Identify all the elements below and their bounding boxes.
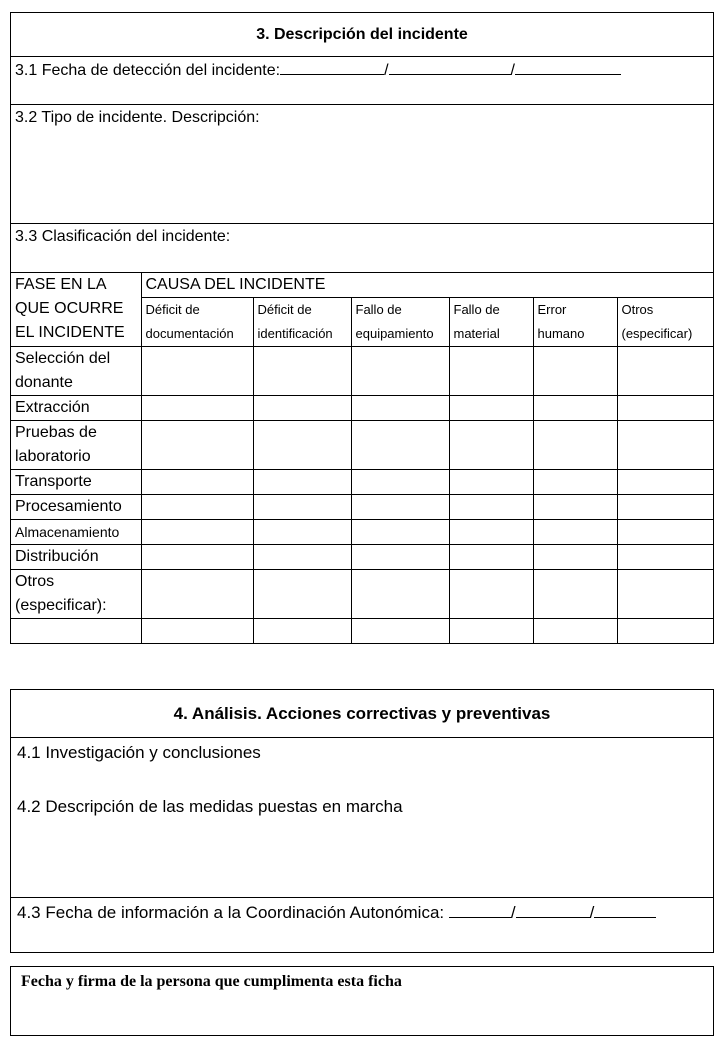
cause-column-header: CAUSA DEL INCIDENTE [141, 273, 713, 298]
phase-label [11, 347, 141, 396]
phase-label-line: Pruebas de [15, 424, 97, 441]
table-row [11, 520, 713, 545]
checkbox-cell[interactable] [141, 347, 253, 396]
date-separator: / [384, 62, 389, 79]
checkbox-cell[interactable] [617, 495, 713, 520]
checkbox-cell[interactable] [351, 347, 449, 396]
table-row [11, 619, 713, 643]
checkbox-cell[interactable] [141, 421, 253, 470]
table-row [11, 347, 713, 396]
checkbox-cell[interactable] [533, 570, 617, 619]
checkbox-cell[interactable] [141, 495, 253, 520]
checkbox-cell[interactable] [141, 619, 253, 643]
phase-label [11, 470, 141, 495]
checkbox-cell[interactable] [253, 421, 351, 470]
cause-column-label: material [453, 326, 500, 341]
phase-label [11, 495, 141, 520]
checkbox-cell[interactable] [533, 545, 617, 570]
checkbox-cell[interactable] [449, 495, 533, 520]
checkbox-cell[interactable] [253, 520, 351, 545]
section-4-title: 4. Análisis. Acciones correctivas y preventivas [11, 690, 713, 738]
cause-column-label: Déficit de [145, 302, 200, 317]
phase-label [11, 421, 141, 470]
checkbox-cell[interactable] [351, 495, 449, 520]
checkbox-cell[interactable] [533, 619, 617, 643]
table-row [11, 470, 713, 495]
coordination-date-year-field[interactable] [594, 904, 656, 918]
checkbox-cell[interactable] [253, 396, 351, 421]
coordination-date-row [11, 898, 713, 928]
signature-label: Fecha y firma de la persona que cumplimenta esta ficha [21, 973, 402, 990]
checkbox-cell[interactable] [617, 570, 713, 619]
checkbox-cell[interactable] [449, 570, 533, 619]
checkbox-cell[interactable] [533, 495, 617, 520]
checkbox-cell[interactable] [141, 470, 253, 495]
checkbox-cell[interactable] [351, 421, 449, 470]
cause-column-label: humano [537, 326, 585, 341]
phase-label-line: (especificar): [15, 597, 107, 614]
measures-label: 4.2 Descripción de las medidas puestas en marcha [17, 797, 403, 816]
checkbox-cell[interactable] [449, 347, 533, 396]
phase-label [11, 545, 141, 570]
incident-type-label: 3.2 Tipo de incidente. Descripción: [15, 109, 260, 126]
signature-box[interactable] [10, 966, 714, 1036]
phase-label-line: Procesamiento [15, 498, 122, 515]
coordination-date-day-field[interactable] [449, 904, 511, 918]
checkbox-cell[interactable] [351, 520, 449, 545]
checkbox-cell[interactable] [533, 470, 617, 495]
checkbox-cell[interactable] [449, 470, 533, 495]
checkbox-cell[interactable] [141, 570, 253, 619]
checkbox-cell[interactable] [141, 396, 253, 421]
coordination-date-label: 4.3 Fecha de información a la Coordinación Autonómica: [17, 903, 445, 922]
incident-classification-row [11, 224, 713, 273]
cause-column-5 [617, 298, 713, 347]
cause-column-label: Error [537, 302, 567, 317]
checkbox-cell[interactable] [533, 421, 617, 470]
phase-label-line: Distribución [15, 548, 99, 565]
cause-column-label: Fallo de [355, 302, 402, 317]
checkbox-cell[interactable] [253, 495, 351, 520]
checkbox-cell[interactable] [617, 470, 713, 495]
checkbox-cell[interactable] [253, 619, 351, 643]
checkbox-cell[interactable] [449, 421, 533, 470]
phase-label-line: Transporte [15, 473, 92, 490]
section-3-incident-description [10, 12, 714, 644]
cause-column-label: Otros [621, 302, 654, 317]
cause-column-0 [141, 298, 253, 347]
checkbox-cell[interactable] [617, 347, 713, 396]
checkbox-cell[interactable] [533, 396, 617, 421]
phase-column-header [11, 273, 141, 347]
cause-column-4 [533, 298, 617, 347]
checkbox-cell[interactable] [617, 619, 713, 643]
incident-type-row[interactable] [11, 105, 713, 224]
table-row [11, 421, 713, 470]
phase-label [11, 520, 141, 545]
cause-column-1 [253, 298, 351, 347]
coordination-date-month-field[interactable] [516, 904, 590, 918]
cause-column-2 [351, 298, 449, 347]
date-separator: / [510, 62, 515, 79]
section-4-analysis [10, 689, 714, 953]
phase-label-line: Selección del [15, 350, 111, 367]
phase-label-line: donante [15, 374, 73, 391]
cause-column-label: Fallo de [453, 302, 500, 317]
detection-date-row [11, 57, 713, 105]
checkbox-cell[interactable] [617, 396, 713, 421]
table-row [11, 545, 713, 570]
checkbox-cell[interactable] [449, 520, 533, 545]
checkbox-cell[interactable] [449, 619, 533, 643]
phase-header-line: QUE OCURRE [15, 300, 124, 317]
checkbox-cell[interactable] [253, 470, 351, 495]
table-row [11, 570, 713, 619]
table-row [11, 396, 713, 421]
classification-table-wrap [11, 273, 713, 643]
checkbox-cell[interactable] [617, 545, 713, 570]
phase-label [11, 570, 141, 619]
checkbox-cell[interactable] [617, 520, 713, 545]
checkbox-cell[interactable] [141, 520, 253, 545]
section-3-title: 3. Descripción del incidente [11, 13, 713, 57]
cause-column-label: documentación [145, 326, 234, 341]
detection-date-month-field[interactable] [389, 61, 511, 75]
detection-date-year-field[interactable] [515, 61, 621, 75]
checkbox-cell[interactable] [617, 421, 713, 470]
phase-label [11, 396, 141, 421]
phase-label-line: Otros [15, 573, 55, 590]
phase-header-line: FASE EN LA [15, 276, 107, 293]
cause-column-label: equipamiento [355, 326, 434, 341]
cause-column-label: Déficit de [257, 302, 312, 317]
date-separator: / [510, 903, 516, 922]
checkbox-cell[interactable] [533, 520, 617, 545]
checkbox-cell[interactable] [351, 470, 449, 495]
checkbox-cell[interactable] [253, 347, 351, 396]
analysis-body[interactable] [11, 738, 713, 898]
phase-label [11, 619, 141, 643]
incident-classification-label: 3.3 Clasificación del incidente: [15, 228, 231, 245]
phase-label-line: Extracción [15, 399, 90, 416]
investigation-label: 4.1 Investigación y conclusiones [17, 743, 261, 762]
checkbox-cell[interactable] [253, 570, 351, 619]
table-row [11, 495, 713, 520]
checkbox-cell[interactable] [351, 619, 449, 643]
detection-date-day-field[interactable] [280, 61, 384, 75]
date-separator: / [589, 903, 595, 922]
classification-table [11, 273, 713, 643]
detection-date-label: 3.1 Fecha de detección del incidente: [15, 62, 281, 79]
cause-column-label: identificación [257, 326, 333, 341]
cause-column-label: (especificar) [621, 326, 693, 341]
checkbox-cell[interactable] [351, 545, 449, 570]
phase-header-line: EL INCIDENTE [15, 324, 125, 341]
checkbox-cell[interactable] [141, 545, 253, 570]
cause-column-3 [449, 298, 533, 347]
checkbox-cell[interactable] [351, 396, 449, 421]
checkbox-cell[interactable] [351, 570, 449, 619]
checkbox-cell[interactable] [449, 396, 533, 421]
checkbox-cell[interactable] [533, 347, 617, 396]
checkbox-cell[interactable] [449, 545, 533, 570]
checkbox-cell[interactable] [253, 545, 351, 570]
phase-label-line: laboratorio [15, 448, 91, 465]
phase-label-line: Almacenamiento [15, 524, 120, 540]
